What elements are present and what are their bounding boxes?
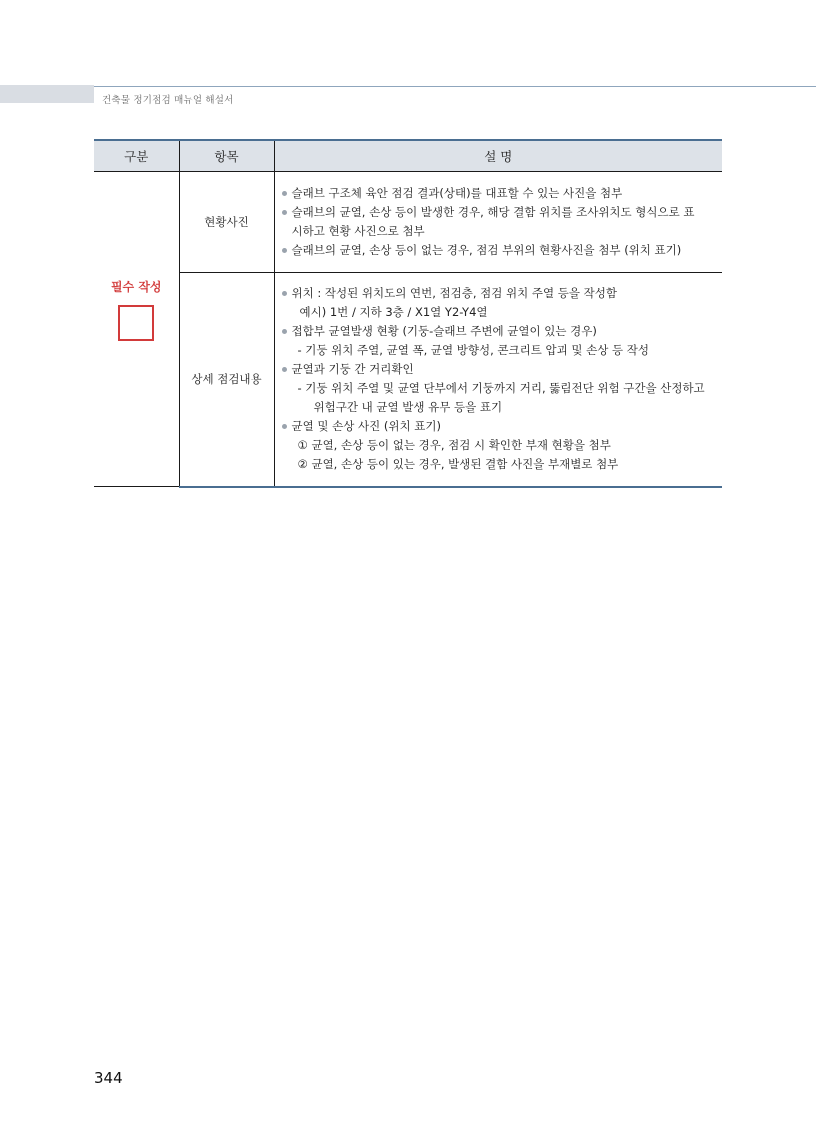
list-item-detail: - 기둥 위치 주열 및 균열 단부에서 기둥까지 거리, 뚫림전단 위험 구간을 산정하고 bbox=[297, 381, 705, 396]
header-rule bbox=[94, 86, 816, 87]
category-cell bbox=[94, 172, 179, 487]
list-item-text: 슬래브의 균열, 손상 등이 발생한 경우, 해당 결함 위치를 조사위치도 형식으로 표 bbox=[291, 205, 695, 219]
item-cell: 현황사진 bbox=[179, 172, 274, 273]
page-number: 344 bbox=[94, 1069, 123, 1087]
required-checkbox[interactable] bbox=[118, 305, 154, 341]
list-item-continuation: 위험구간 내 균열 발생 유무 등을 표기 bbox=[313, 400, 503, 415]
list-item-text: 균열과 기둥 간 거리확인 bbox=[291, 362, 414, 377]
list-item-text: 균열 및 손상 사진 (위치 표기) bbox=[291, 419, 441, 434]
description-cell bbox=[274, 172, 722, 273]
table-header-row bbox=[94, 140, 722, 172]
description-list bbox=[281, 284, 715, 474]
description-list bbox=[281, 184, 715, 260]
table-row bbox=[94, 273, 722, 487]
item-cell: 상세 점검내용 bbox=[179, 273, 274, 487]
header-tab-block bbox=[0, 85, 94, 103]
list-item-continuation: 시하고 현황 사진으로 첨부 bbox=[291, 224, 425, 238]
list-item bbox=[281, 322, 715, 360]
list-item bbox=[281, 203, 715, 241]
running-title: 건축물 정기점검 매뉴얼 해설서 bbox=[102, 95, 234, 106]
header-description: 설 명 bbox=[274, 140, 722, 172]
list-item-text: 위치 : 작성된 위치도의 연번, 점검층, 점검 위치 주열 등을 작성함 bbox=[291, 286, 617, 301]
required-label: 필수 작성 bbox=[110, 279, 162, 294]
list-item-text: 접합부 균열발생 현황 (기둥-슬래브 주변에 균열이 있는 경우) bbox=[291, 324, 597, 339]
inspection-table bbox=[94, 139, 722, 488]
table-row bbox=[94, 172, 722, 273]
list-item: 슬래브 구조체 육안 점검 결과(상태)를 대표할 수 있는 사진을 첨부 bbox=[281, 184, 715, 203]
list-item bbox=[281, 360, 715, 417]
list-item-numbered: ① 균열, 손상 등이 없는 경우, 점검 시 확인한 부재 현황을 첨부 bbox=[297, 438, 611, 453]
list-item bbox=[281, 284, 715, 322]
list-item-detail: - 기둥 위치 주열, 균열 폭, 균열 방향성, 콘크리트 압괴 및 손상 등 작성 bbox=[297, 343, 649, 358]
description-cell bbox=[274, 273, 722, 487]
list-item: 슬래브의 균열, 손상 등이 없는 경우, 점검 부위의 현황사진을 첨부 (위치 표기) bbox=[281, 241, 715, 260]
header-category: 구분 bbox=[94, 140, 179, 172]
list-item bbox=[281, 417, 715, 474]
header-item: 항목 bbox=[179, 140, 274, 172]
list-item-numbered: ② 균열, 손상 등이 있는 경우, 발생된 결함 사진을 부재별로 첨부 bbox=[297, 457, 619, 472]
list-item-example: 예시) 1번 / 지하 3층 / X1열 Y2-Y4열 bbox=[299, 305, 488, 320]
